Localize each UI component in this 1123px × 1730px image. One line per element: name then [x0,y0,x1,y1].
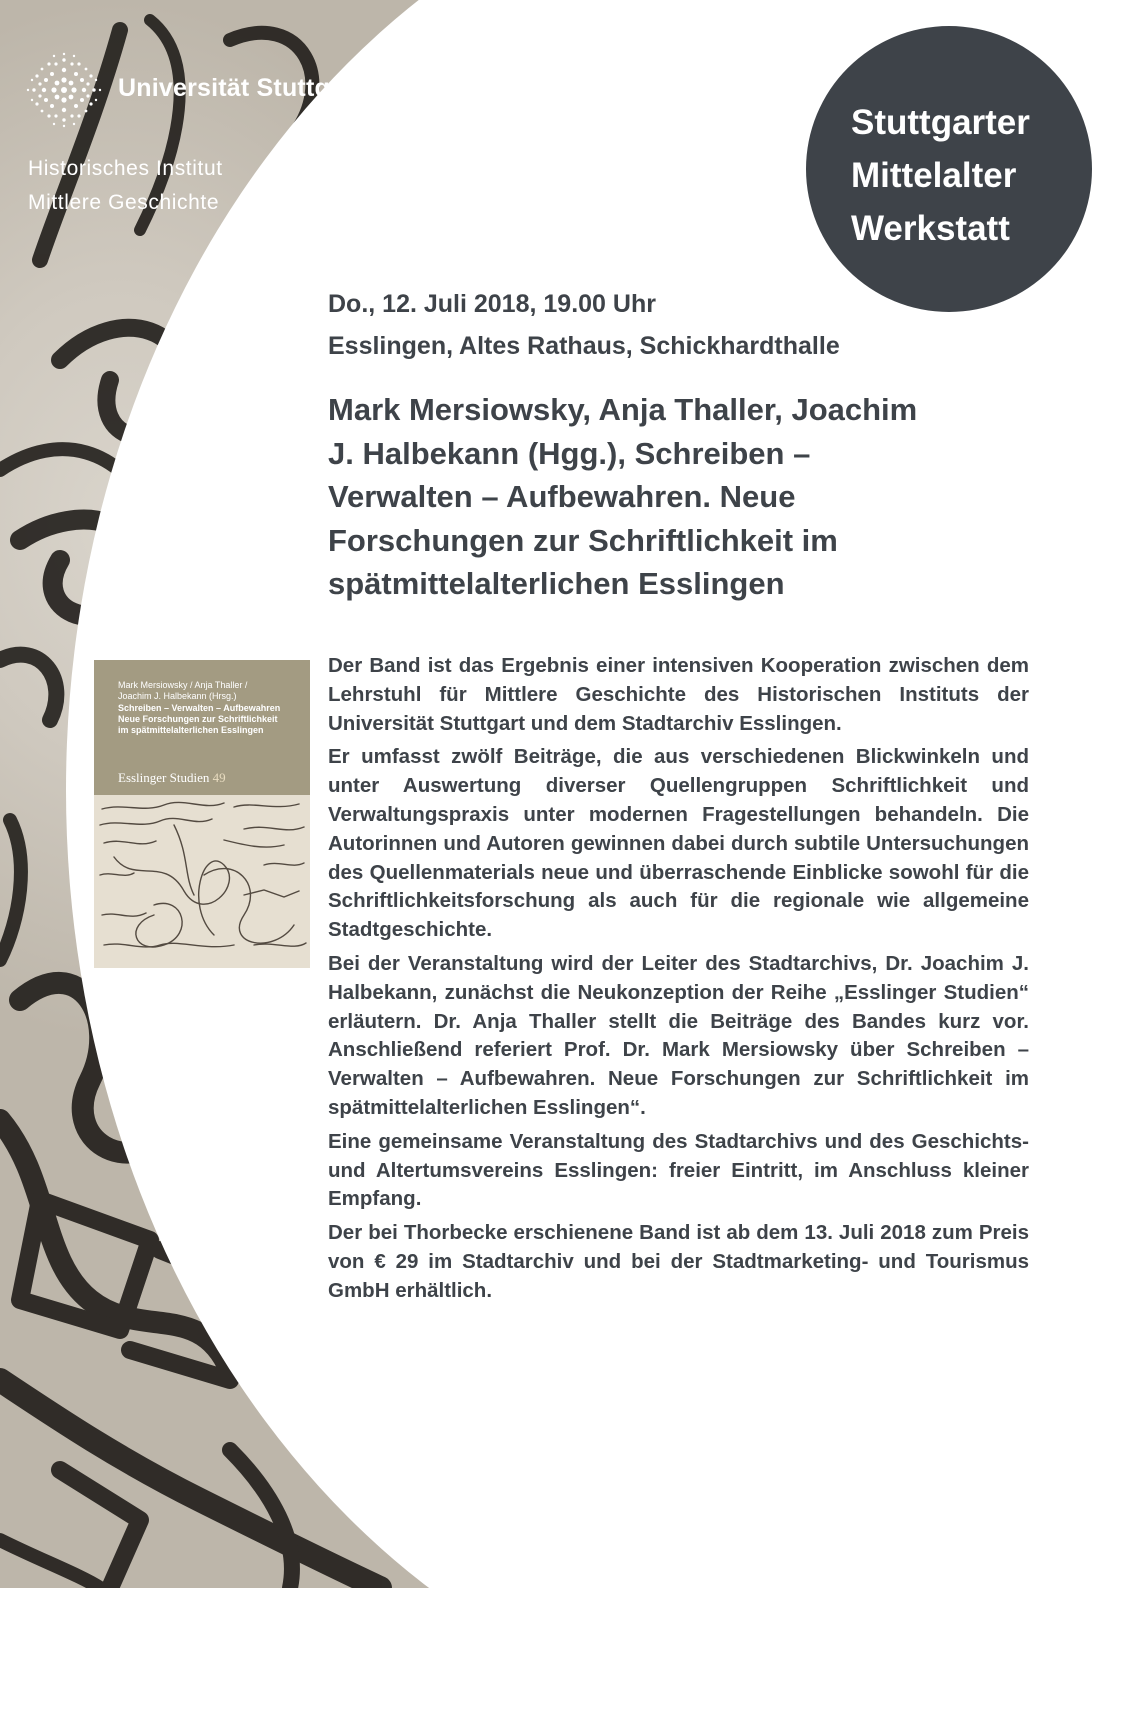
paragraph: Bei der Veranstaltung wird der Leiter des Stadtarchivs, Dr. Joachim J. Halbekann, zunächst die Neukonzeption der Reihe „Esslinger Studien“ erläutern. Dr. Anja Thaller stellt die Beiträge des Bandes kurz vor. Anschließend referiert Prof. Dr. Mark Mersiowsky über Schreiben – Verwalten – Aufbewahren. Neue Forschungen zur Schriftlichkeit im spätmittelalterlichen Esslingen“. [328,951,1029,1119]
book-cover-image [94,660,310,968]
paragraph: Der Band ist das Ergebnis einer intensiven Kooperation zwischen dem Lehrstuhl für Mittlere Geschichte des Historischen Instituts der Universität Stuttgart und dem Stadtarchiv Esslingen. [328,654,1029,735]
title-line: Mark Mersiowsky, Anja Thaller, Joachim [328,392,918,427]
cover-title-line-1: Schreiben – Verwalten – Aufbewahren [118,703,281,713]
cover-series [118,770,226,786]
cover-manuscript-picture [94,795,310,968]
badge-line-2: Mittelalter [851,156,1017,195]
cover-authors [118,680,288,702]
title-line: J. Halbekann (Hgg.), Schreiben – [328,435,811,471]
description-body [328,652,1029,1311]
cover-title [118,703,298,736]
cover-authors-line-1: Mark Mersiowsky / Anja Thaller / [118,680,248,690]
cover-title-line-3: im spätmittelalterlichen Esslingen [118,725,264,735]
badge-line-1: Stuttgarter [851,103,1030,142]
university-name: Universität Stuttgart [118,74,363,102]
paragraph: Er umfasst zwölf Beiträge, die aus verschiedenen Blickwinkeln und unter Auswertung diverser Quellengruppen Schriftlichkeit und Verwaltungspraxis unter modernen Fragestellungen behandeln. Die Autorinnen und Autoren gewinnen dabei durch subtile Untersuchungen des Quellenmaterials neue und überraschende Einblicke sowohl für die Schriftlichkeitsforschung als auch für die regionale wie allgemeine Stadtgeschichte. [328,745,1029,942]
series-badge-text [851,96,1030,255]
cover-series-number: 49 [212,770,226,785]
institute-line-1: Historisches Institut [28,157,223,180]
paragraph: Der bei Thorbecke erschienene Band ist ab dem 13. Juli 2018 zum Preis von € 29 im Stadtarchiv und bei der Stadtmarketing- und Tourismus GmbH erhältlich. [328,1221,1029,1302]
institute-label [28,152,223,220]
cover-series-name: Esslinger Studien [118,770,210,785]
event-date: Do., 12. Juli 2018, 19.00 Uhr [328,290,656,318]
cover-title-line-2: Neue Forschungen zur Schriftlichkeit [118,714,278,724]
title-line: Verwalten – Aufbewahren. Neue [328,479,796,514]
title-line: spätmittelalterlichen Esslingen [328,566,785,601]
cover-authors-line-2: Joachim J. Halbekann (Hrsg.) [118,691,237,701]
event-info [328,283,840,367]
university-logo-icon [24,52,104,128]
institute-line-2: Mittlere Geschichte [28,191,220,214]
book-title [328,388,1028,606]
title-line: Forschungen zur Schriftlichkeit im [328,522,838,558]
event-location: Esslingen, Altes Rathaus, Schickhardthalle [328,332,840,360]
badge-line-3: Werkstatt [851,209,1010,248]
paragraph: Eine gemeinsame Veranstaltung des Stadtarchivs und des Geschichts- und Altertumsvereins Esslingen: freier Eintritt, im Anschluss kleiner Empfang. [328,1129,1029,1211]
